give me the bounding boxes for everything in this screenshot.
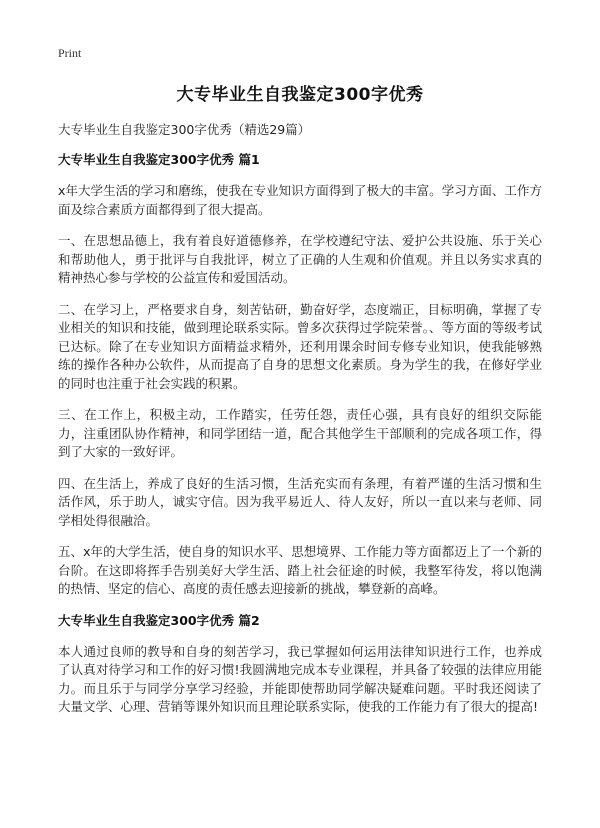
paragraph: x年大学生活的学习和磨练，使我在专业知识方面得到了极大的丰富。学习方面、工作方面及综合素质方面都得到了很大提高。: [58, 183, 542, 217]
print-link[interactable]: Print: [58, 46, 82, 60]
paragraph: 本人通过良师的教导和自身的刻苦学习，我已掌握如何运用法律知识进行工作，也养成了认真对待学习和工作的好习惯!我圆满地完成本专业课程，并具备了较强的法律应用能力。而且乐于与同学分享学习经验，并能即使帮助同学解决疑难问题。平时我还阅读了大量文学、心理、营销等课外知识而且理论联系实际，使我的工作能力有了很大的提高!: [58, 643, 542, 714]
page-title: 大专毕业生自我鉴定300字优秀: [176, 85, 424, 105]
paragraph: 一、在思想品德上，我有着良好道德修养，在学校遵纪守法、爱护公共设施、乐于关心和帮助他人，勇于批评与自我批评，树立了正确的人生观和价值观。并且以务实求真的精神热心参与学校的公益宣传和爱国活动。: [58, 233, 542, 285]
document-body: [58, 121, 542, 730]
paragraph: 四、在生活上，养成了良好的生活习惯，生活充实而有条理，有着严谨的生活习惯和生活作风，乐于助人，诚实守信。因为我平易近人、待人友好，所以一直以来与老师、同学相处得很融洽。: [58, 475, 542, 528]
paragraph: 三、在工作上，积极主动，工作踏实，任劳任怨，责任心强，具有良好的组织交际能力，注重团队协作精神，和同学团结一道，配合其他学生干部顺利的完成各项工作，得到了大家的一致好评。: [58, 407, 542, 459]
document-subtitle: 大专毕业生自我鉴定300字优秀（精选29篇）: [58, 122, 311, 137]
paragraph: 二、在学习上，严格要求自身，刻苦钻研，勤奋好学，态度端正，目标明确，掌握了专业相关的知识和技能，做到理论联系实际。曾多次获得过学院荣誉。、等方面的等级考试已达标。除了在专业知识方面精益求精外，还利用课余时间专修专业知识，使我能够熟练的操作各种办公软件，从而提高了自身的思想文化素质。身为学生的我，在修好学业的同时也注重于社会实践的积累。: [58, 301, 542, 391]
section-heading-1: 大专毕业生自我鉴定300字优秀 篇1: [58, 152, 260, 167]
paragraph: 五、x年的大学生活，使自身的知识水平、思想境界、工作能力等方面都迈上了一个新的台阶。在这即将挥手告别美好大学生活、踏上社会征途的时候，我整军待发，将以饱满的热情、坚定的信心、高度的责任感去迎接新的挑战，攀登新的高峰。: [58, 544, 542, 596]
section-heading-2: 大专毕业生自我鉴定300字优秀 篇2: [58, 612, 260, 628]
